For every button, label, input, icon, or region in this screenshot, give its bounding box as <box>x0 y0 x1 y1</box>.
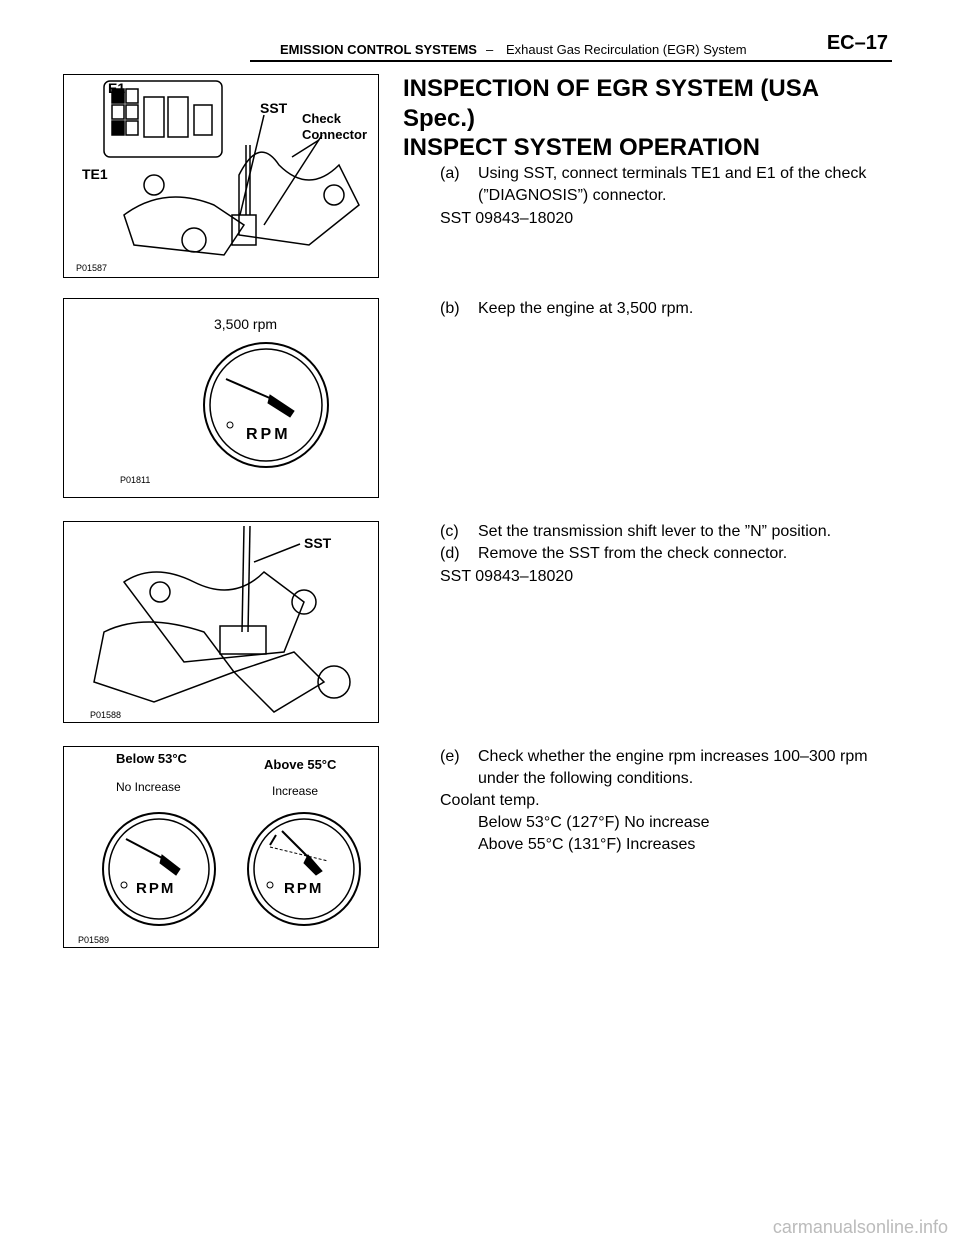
figure-code: P01589 <box>78 935 110 945</box>
figure-code: P01811 <box>120 475 151 485</box>
step-a-sst: SST 09843–18020 <box>440 210 574 227</box>
label-below: Below 53°C <box>116 751 187 766</box>
heading-inspection: INSPECTION OF EGR SYSTEM (USA <box>403 75 820 102</box>
page-number: EC–17 <box>826 32 888 54</box>
label-above: Above 55°C <box>264 757 337 772</box>
step-a-text: Using SST, connect terminals TE1 and E1 of the check <box>478 165 867 182</box>
step-b-label: (b) <box>440 300 460 317</box>
label-sst: SST <box>304 535 332 551</box>
header-separator: – <box>486 42 494 57</box>
label-te1: TE1 <box>82 166 108 182</box>
step-a-label: (a) <box>440 165 460 182</box>
section-title: EMISSION CONTROL SYSTEMS <box>280 42 477 57</box>
subsection-title: Exhaust Gas Recirculation (EGR) System <box>506 42 747 57</box>
label-connector: Connector <box>302 127 367 142</box>
engine-illustration-1 <box>64 75 378 277</box>
label-no-increase: No Increase <box>116 780 181 794</box>
label-sst: SST <box>260 100 288 116</box>
heading-system-operation: INSPECT SYSTEM OPERATION <box>403 134 760 161</box>
figure-sst-removal <box>63 521 379 723</box>
gauge-text-right: RPM <box>284 880 324 897</box>
label-e1: E1 <box>108 80 126 96</box>
step-d-label: (d) <box>440 545 460 562</box>
step-c-text: Set the transmission shift lever to the ”N” position. <box>478 523 832 540</box>
heading-spec: Spec.) <box>403 105 476 132</box>
label-rpm-value: 3,500 rpm <box>214 316 278 332</box>
step-d-text: Remove the SST from the check connector. <box>478 545 788 562</box>
step-e-text-cont: under the following conditions. <box>478 770 694 787</box>
figure-code: P01588 <box>90 710 122 720</box>
step-c-label: (c) <box>440 523 459 540</box>
condition-above: Above 55°C (131°F) Increases <box>478 836 696 853</box>
label-increase: Increase <box>272 784 319 798</box>
step-b-text: Keep the engine at 3,500 rpm. <box>478 300 694 317</box>
figure-check-connector <box>63 74 379 278</box>
figure-rpm-gauge <box>63 298 379 498</box>
step-d-sst: SST 09843–18020 <box>440 568 574 585</box>
rpm-gauge-illustration <box>64 299 378 497</box>
step-e-label: (e) <box>440 748 460 765</box>
gauge-text: RPM <box>246 426 291 443</box>
label-check: Check <box>302 111 342 126</box>
coolant-temp-label: Coolant temp. <box>440 792 540 809</box>
header-rule <box>250 60 892 62</box>
gauge-text-left: RPM <box>136 880 176 897</box>
figure-coolant-comparison <box>63 746 379 948</box>
figure-code: P01587 <box>76 263 108 273</box>
dual-gauge-illustration <box>64 747 378 947</box>
page-header <box>250 32 892 62</box>
step-e-text: Check whether the engine rpm increases 100–300 rpm <box>478 748 868 765</box>
engine-illustration-2 <box>64 522 378 722</box>
condition-below: Below 53°C (127°F) No increase <box>478 814 710 831</box>
watermark: carmanualsonline.info <box>772 1217 948 1237</box>
step-a-text-cont: (”DIAGNOSIS”) connector. <box>478 187 667 204</box>
